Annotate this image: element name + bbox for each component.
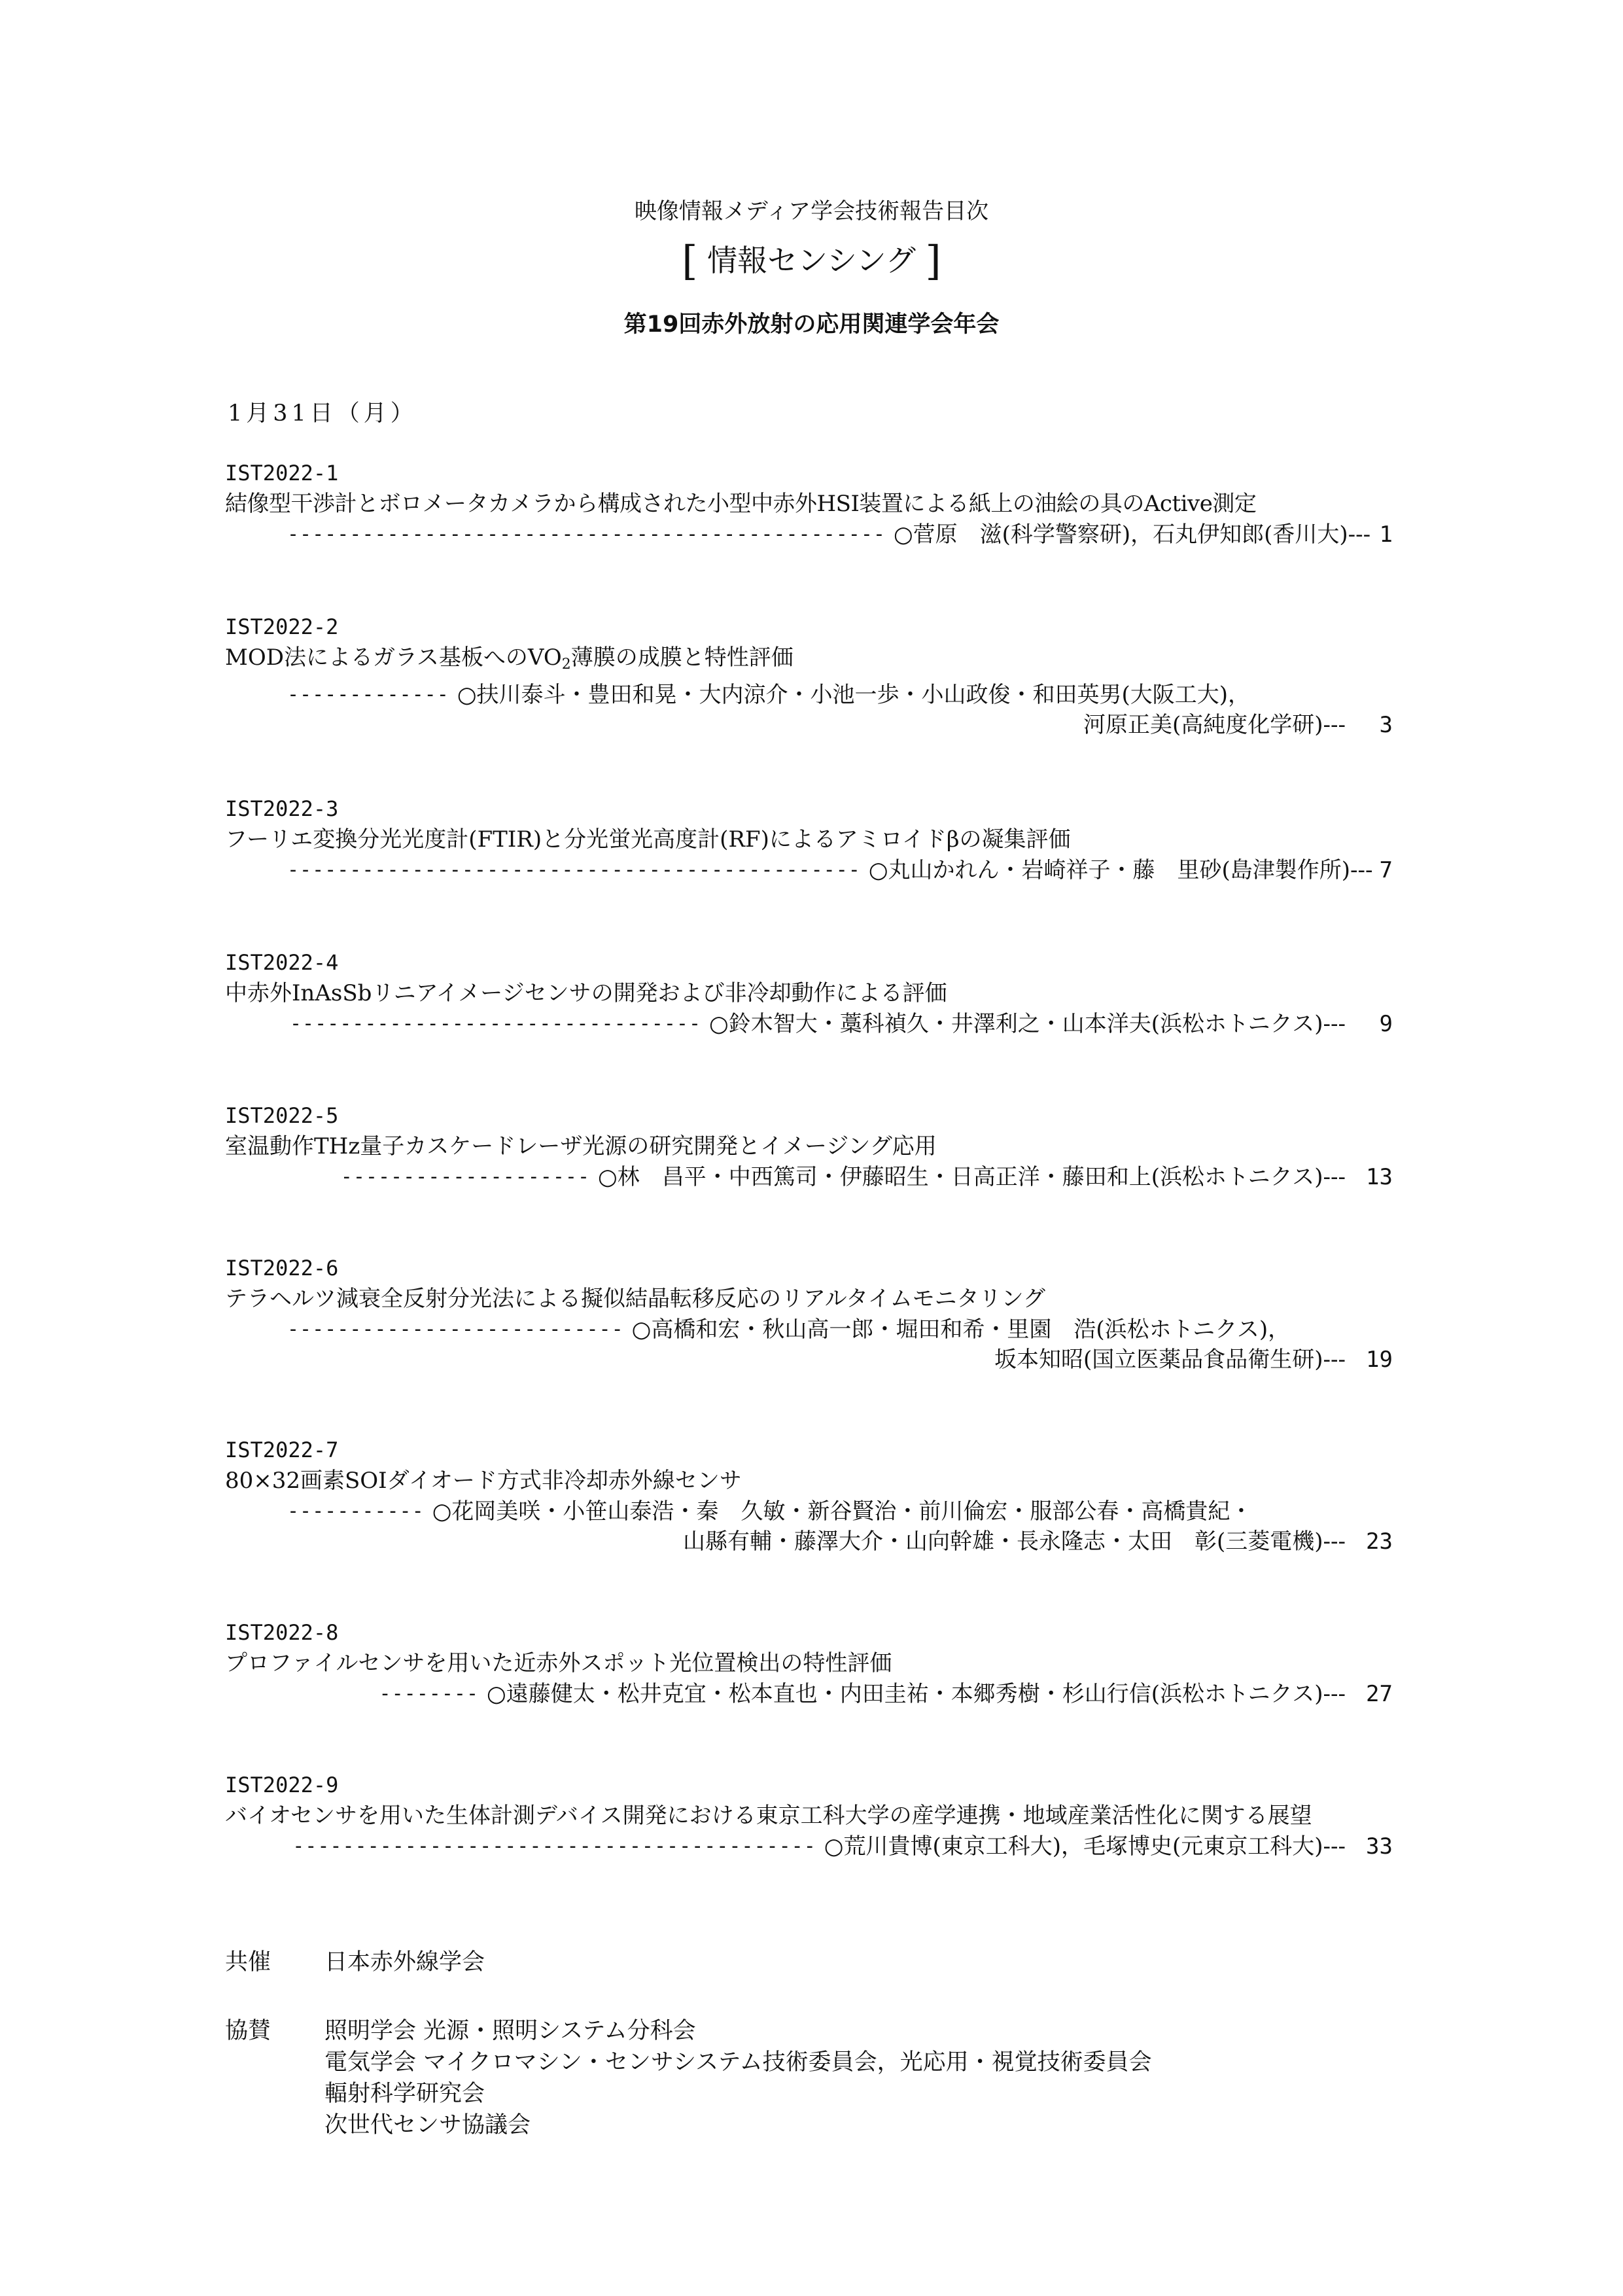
- author-line: ○花岡美咲・小笹山泰浩・秦 久敏・新谷賢治・前川倫宏・服部公春・高橋貴紀・: [432, 1498, 1253, 1525]
- page-number: 19: [1366, 1347, 1393, 1373]
- entry-id: IST2022-2: [225, 614, 339, 639]
- sponsor-label: 共催: [225, 1949, 271, 1975]
- meeting-title: 第19回赤外放射の応用関連学会年会: [623, 311, 1000, 338]
- leader-dashes: ----------------------------------------------: [287, 858, 861, 881]
- entry-authors: [287, 1831, 1393, 1862]
- author-line: 山縣有輔・藤澤大介・山向幹雄・長永隆志・太田 彰(三菱電機)---: [683, 1528, 1346, 1555]
- entry-id: IST2022-4: [225, 950, 339, 975]
- page-number: 9: [1379, 1011, 1393, 1037]
- toc-entry: [225, 1435, 1393, 1557]
- entry-authors: [287, 1496, 1393, 1527]
- entry-title: 室温動作THz量子カスケードレーザ光源の研究開発とイメージング応用: [225, 1133, 937, 1159]
- entry-title: フーリエ変換分光光度計(FTIR)と分光蛍光高度計(RF)によるアミロイドβの凝集評価: [225, 826, 1071, 853]
- leader-dashes: -------------: [287, 683, 449, 706]
- author-line: ○鈴木智大・藁科禎久・井澤利之・山本洋夫(浜松ホトニクス)---: [709, 1011, 1346, 1037]
- report-series-title: 映像情報メディア学会技術報告目次: [634, 198, 989, 224]
- entry-authors: [287, 1679, 1393, 1709]
- committee-name-text: 情報センシング: [707, 243, 916, 278]
- toc-entry: [225, 947, 1393, 1039]
- entry-authors: [287, 680, 1393, 710]
- sponsor-block: [225, 1947, 485, 1978]
- page-number: 23: [1366, 1528, 1393, 1555]
- entry-title: [225, 643, 1393, 680]
- author-line: ○丸山かれん・岩崎祥子・藤 里砂(島津製作所)---: [868, 857, 1373, 883]
- leader-dashes: ---------------------------------: [290, 1012, 702, 1035]
- entry-title-part: MOD法によるガラス基板へのVO: [225, 645, 562, 671]
- toc-entry: [225, 1101, 1393, 1192]
- author-line: 坂本知昭(国立医薬品食品衛生研)---: [994, 1347, 1346, 1373]
- cosponsor-item: 照明学会 光源・照明システム分科会: [324, 2018, 696, 2044]
- leader-dashes: --------------------: [340, 1165, 591, 1188]
- entry-id: IST2022-8: [225, 1620, 339, 1645]
- toc-entry: [225, 612, 1393, 740]
- sponsor-name: 日本赤外線学会: [324, 1949, 485, 1975]
- leader-dashes: --------: [379, 1682, 480, 1705]
- right-bracket: ]: [925, 237, 941, 285]
- author-line: ○高橋和宏・秋山高一郎・堀田和希・里園 浩(浜松ホトニクス)，: [631, 1316, 1291, 1343]
- author-line: ○遠藤健太・松井克宜・松本直也・内田圭祐・本郷秀樹・杉山行信(浜松ホトニクス)---: [487, 1681, 1346, 1707]
- cosponsor-item: 電気学会 マイクロマシン・センサシステム技術委員会，光応用・視覚技術委員会: [324, 2049, 1152, 2075]
- committee-name: [0, 237, 1623, 285]
- leader-dashes: ---------------------------: [287, 1318, 624, 1341]
- page-number: 27: [1366, 1681, 1393, 1707]
- toc-entry: [225, 794, 1393, 885]
- author-line: ○菅原 滋(科学警察研)，石丸伊知郎(香川大)---: [893, 521, 1371, 548]
- entry-title: 中赤外InAsSbリニアイメージセンサの開発および非冷却動作による評価: [225, 980, 947, 1006]
- page-number: 13: [1366, 1164, 1393, 1190]
- entry-id: IST2022-1: [225, 461, 339, 486]
- cosponsor-block: [225, 2015, 1152, 2141]
- entry-title: テラヘルツ減衰全反射分光法による擬似結晶転移反応のリアルタイムモニタリング: [225, 1286, 1045, 1312]
- cosponsor-label: 協賛: [225, 2018, 271, 2044]
- entry-title: バイオセンサを用いた生体計測デバイス開発における東京工科大学の産学連携・地域産業活性化に関する展望: [225, 1803, 1312, 1829]
- leader-dashes: -----------: [287, 1500, 425, 1523]
- cosponsor-item: 次世代センサ協議会: [324, 2112, 531, 2138]
- cosponsor-item: 輻射科学研究会: [324, 2081, 485, 2107]
- entry-authors: [287, 855, 1393, 885]
- author-line: 河原正美(高純度化学研)---: [1083, 712, 1346, 738]
- entry-id: IST2022-5: [225, 1103, 339, 1128]
- entry-authors: [287, 1315, 1393, 1345]
- entry-id: IST2022-7: [225, 1438, 339, 1462]
- page-number: 7: [1379, 857, 1393, 883]
- entry-title-subscript: 2: [561, 656, 571, 673]
- leader-dashes: ------------------------------------------: [292, 1835, 816, 1858]
- toc-entry: [225, 1617, 1393, 1709]
- entry-id: IST2022-3: [225, 796, 339, 821]
- author-line: ○林 昌平・中西篤司・伊藤昭生・日高正洋・藤田和上(浜松ホトニクス)---: [598, 1164, 1346, 1190]
- entry-authors: [287, 1162, 1393, 1192]
- entry-authors: [287, 1009, 1393, 1039]
- cosponsor-list: [324, 2015, 1152, 2141]
- entry-title: 結像型干渉計とボロメータカメラから構成された小型中赤外HSI装置による紙上の油絵の具のActive測定: [225, 491, 1257, 517]
- entry-title: 80×32画素SOIダイオード方式非冷却赤外線センサ: [225, 1468, 742, 1494]
- author-line: ○扶川泰斗・豊田和晃・大内涼介・小池一歩・小山政俊・和田英男(大阪工大)，: [457, 682, 1251, 708]
- author-line: ○荒川貴博(東京工科大)，毛塚博史(元東京工科大)---: [824, 1833, 1346, 1860]
- session-date: 1月31日（月）: [228, 400, 417, 427]
- entry-authors-continued: [287, 1527, 1393, 1557]
- entry-id: IST2022-6: [225, 1256, 339, 1280]
- entry-authors-continued: [287, 1345, 1393, 1375]
- entry-title-part: 薄膜の成膜と特性評価: [570, 645, 794, 671]
- leader-dashes: ------------------------------------------------: [287, 523, 886, 546]
- entry-authors: [287, 520, 1393, 550]
- entry-authors-continued: [287, 710, 1393, 740]
- entry-title: プロファイルセンサを用いた近赤外スポット光位置検出の特性評価: [225, 1650, 892, 1676]
- page-number: 33: [1366, 1833, 1393, 1860]
- entry-id: IST2022-9: [225, 1773, 339, 1797]
- toc-entry: [225, 458, 1393, 550]
- page-number: 1: [1379, 521, 1393, 548]
- left-bracket: [: [682, 237, 698, 285]
- page-number: 3: [1379, 712, 1393, 738]
- toc-entry: [225, 1770, 1393, 1862]
- toc-entry: [225, 1253, 1393, 1375]
